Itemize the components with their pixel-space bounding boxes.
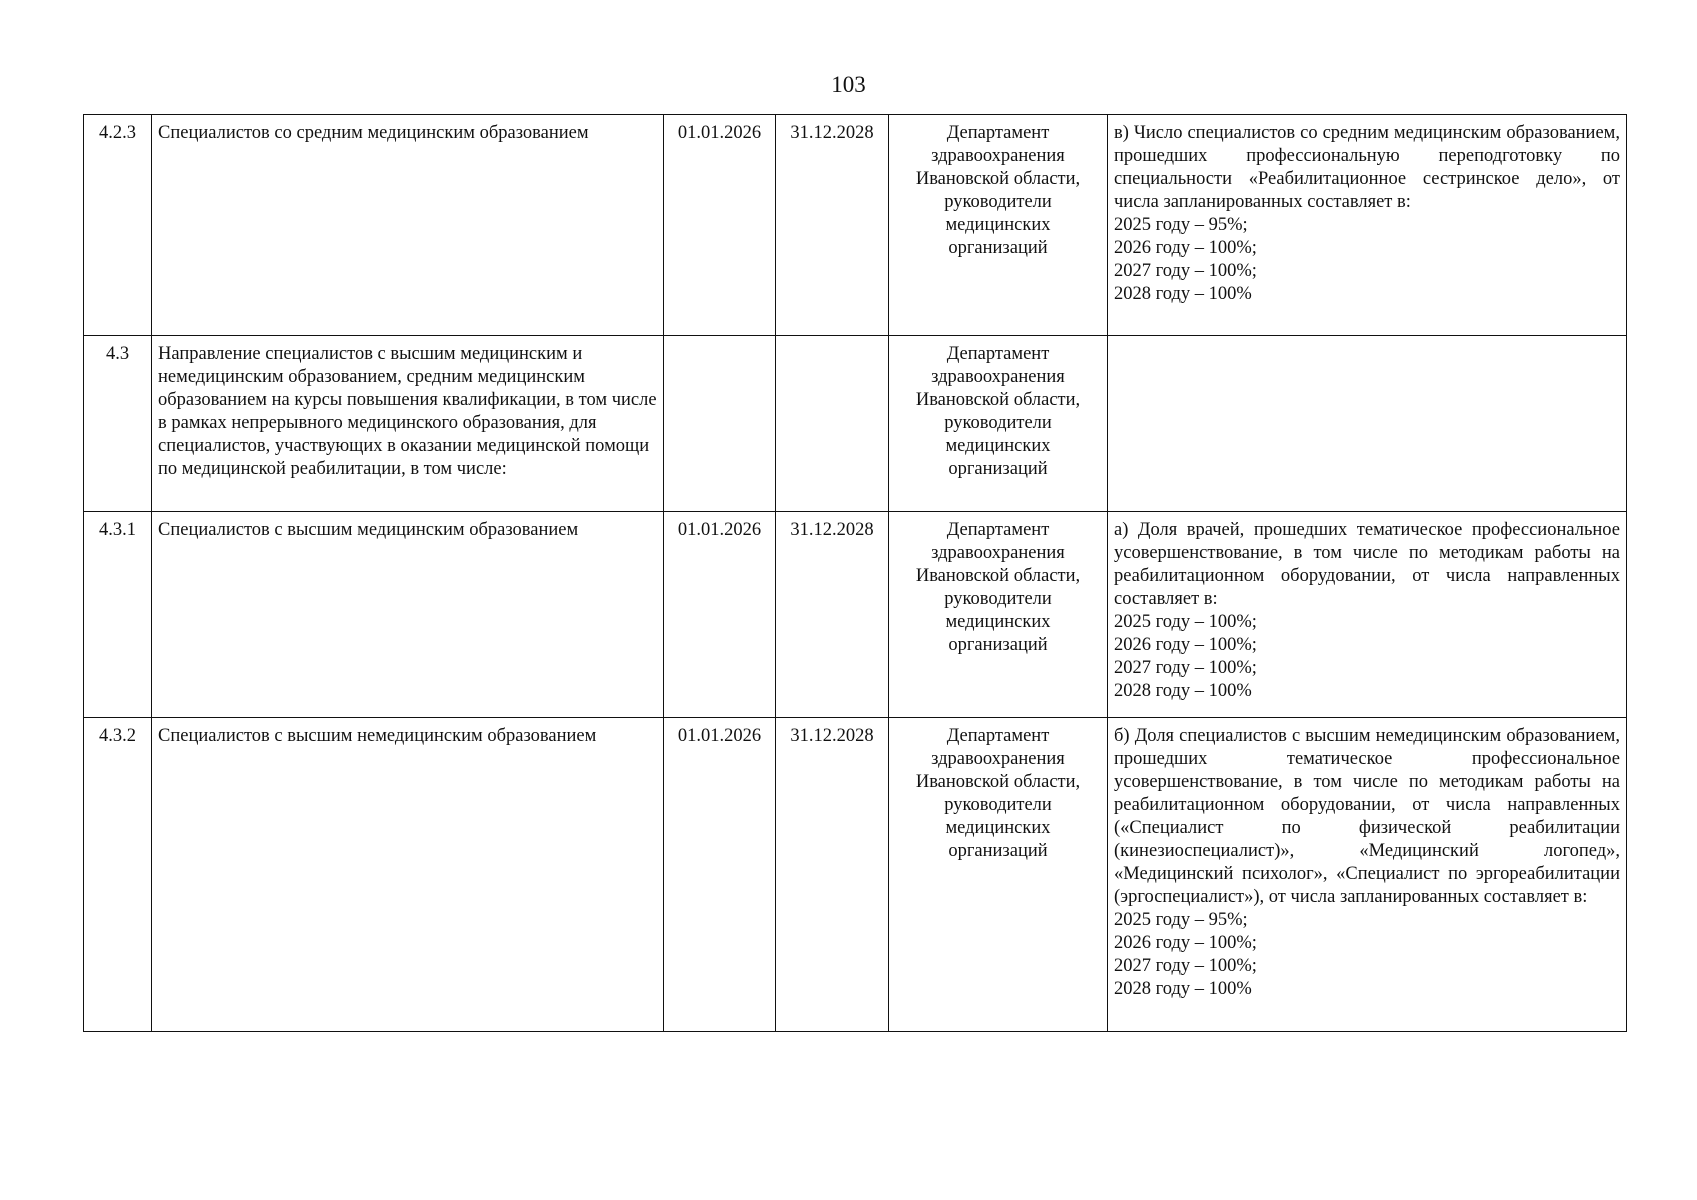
start-date-cell <box>664 336 776 512</box>
table-row <box>84 115 1627 336</box>
end-date-cell: 31.12.2028 <box>776 718 889 1032</box>
activities-table <box>83 114 1627 1032</box>
responsible-cell: Департамент здравоохранения Ивановской области, руководители медицинских организаций <box>889 115 1108 336</box>
row-number-cell: 4.3.2 <box>84 718 152 1032</box>
end-date-cell: 31.12.2028 <box>776 115 889 336</box>
responsible-cell: Департамент здравоохранения Ивановской области, руководители медицинских организаций <box>889 718 1108 1032</box>
row-number-cell: 4.3.1 <box>84 512 152 718</box>
start-date-cell: 01.01.2026 <box>664 718 776 1032</box>
end-date-cell <box>776 336 889 512</box>
activity-name-cell: Специалистов со средним медицинским образованием <box>152 115 664 336</box>
table-row <box>84 336 1627 512</box>
activity-name-cell: Специалистов с высшим медицинским образованием <box>152 512 664 718</box>
activity-name-cell: Специалистов с высшим немедицинским образованием <box>152 718 664 1032</box>
table-row <box>84 512 1627 718</box>
page-number: 103 <box>831 72 866 97</box>
result-cell: б) Доля специалистов с высшим немедицинским образованием, прошедших тематическое профессиональное усовершенствование, в том числе по методикам работы на реабилитационном оборудовании, от числа направленных («Специалист по физической реабилитации (кинезиоспециалист)», «Медицинский логопед», «Медицинский психолог», «Специалист по эргореабилитации (эргоспециалист»), от числа запланированных составляет в: 2025 году – 95%; 2026 году – 100%; 2027 году – 100%; 2028 году – 100% <box>1108 718 1627 1032</box>
start-date-cell: 01.01.2026 <box>664 115 776 336</box>
responsible-cell: Департамент здравоохранения Ивановской области, руководители медицинских организаций <box>889 512 1108 718</box>
activity-name-cell: Направление специалистов с высшим медицинским и немедицинским образованием, средним медицинским образованием на курсы повышения квалификации, в том числе в рамках непрерывного медицинского образования, для специалистов, участвующих в оказании медицинской помощи по медицинской реабилитации, в том числе: <box>152 336 664 512</box>
responsible-cell: Департамент здравоохранения Ивановской области, руководители медицинских организаций <box>889 336 1108 512</box>
start-date-cell: 01.01.2026 <box>664 512 776 718</box>
table-row <box>84 718 1627 1032</box>
result-cell: в) Число специалистов со средним медицинским образованием, прошедших профессиональную переподготовку по специальности «Реабилитационное сестринское дело», от числа запланированных составляет в: 2025 году – 95%; 2026 году – 100%; 2027 году – 100%; 2028 году – 100% <box>1108 115 1627 336</box>
result-cell <box>1108 336 1627 512</box>
row-number-cell: 4.3 <box>84 336 152 512</box>
end-date-cell: 31.12.2028 <box>776 512 889 718</box>
row-number-cell: 4.2.3 <box>84 115 152 336</box>
result-cell: а) Доля врачей, прошедших тематическое профессиональное усовершенствование, в том числе по методикам работы на реабилитационном оборудовании, от числа направленных составляет в: 2025 году – 100%; 2026 году – 100%; 2027 году – 100%; 2028 году – 100% <box>1108 512 1627 718</box>
